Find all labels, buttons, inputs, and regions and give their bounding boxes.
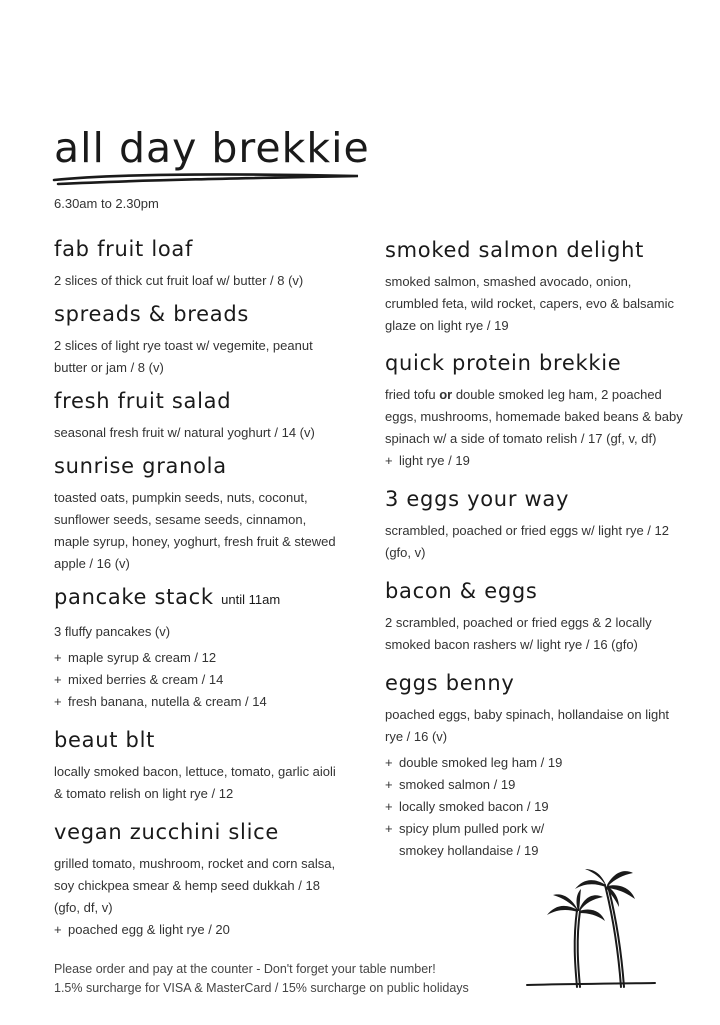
addon-item [385, 818, 685, 862]
plus-icon: + [54, 922, 62, 937]
item-name: spreads & breads [54, 302, 249, 326]
desc-emphasis: or [439, 387, 453, 402]
addon-item [385, 774, 685, 796]
item-description: 3 fluffy pancakes (v) [54, 624, 171, 639]
plus-icon: + [54, 650, 62, 665]
plus-icon: + [385, 777, 393, 792]
item-name: eggs benny [385, 671, 515, 695]
addon-item [54, 919, 344, 941]
desc-text: fried tofu [385, 387, 440, 402]
item-name: smoked salmon delight [385, 238, 645, 262]
item-name: sunrise granola [54, 454, 227, 478]
item-description: seasonal fresh fruit w/ natural yoghurt / 14 (v) [54, 425, 315, 440]
menu-column-left [54, 236, 344, 950]
addon-text: light rye / 19 [399, 453, 470, 468]
plus-icon: + [54, 672, 62, 687]
brush-underline-icon [52, 170, 362, 186]
footer-surcharge-note: 1.5% surcharge for VISA & MasterCard / 15% surcharge on public holidays [54, 981, 469, 995]
addon-list [54, 647, 344, 713]
menu-item-vegan-zucchini-slice [54, 819, 344, 941]
item-description: smoked salmon, smashed avocado, onion, crumbled feta, wild rocket, capers, evo & balsamic glaze on light rye / 19 [385, 274, 675, 333]
addon-text: maple syrup & cream / 12 [68, 650, 217, 665]
plus-icon: + [385, 755, 393, 770]
plus-icon: + [54, 694, 62, 709]
item-availability-note: until 11am [221, 592, 281, 607]
menu-item-bacon-eggs [385, 578, 685, 656]
plus-icon: + [385, 799, 393, 814]
opening-hours: 6.30am to 2.30pm [54, 196, 159, 211]
item-name-row [54, 584, 344, 613]
addon-list [385, 450, 685, 472]
menu-item-smoked-salmon-delight [385, 237, 685, 337]
addon-text: locally smoked bacon / 19 [399, 799, 549, 814]
menu-item-3-eggs-your-way [385, 486, 685, 564]
palm-trees-icon [525, 865, 665, 995]
footer-notice [54, 960, 469, 998]
addon-text: double smoked leg ham / 19 [399, 755, 563, 770]
addon-item [385, 752, 685, 774]
addon-list [54, 919, 344, 941]
item-description [385, 384, 685, 450]
item-description: toasted oats, pumpkin seeds, nuts, coconut, sunflower seeds, sesame seeds, cinnamon, maple syrup, honey, yoghurt, fresh fruit & stewed apple / 16 (v) [54, 490, 336, 571]
menu-column-right [385, 237, 685, 871]
item-description: grilled tomato, mushroom, rocket and corn salsa, soy chickpea smear & hemp seed dukkah / 18 (gfo, df, v) [54, 856, 336, 915]
addon-list [385, 752, 685, 862]
addon-item [54, 669, 344, 691]
item-name: vegan zucchini slice [54, 820, 279, 844]
item-name: fresh fruit salad [54, 389, 232, 413]
page-title: all day brekkie [54, 124, 370, 172]
item-name: bacon & eggs [385, 579, 538, 603]
item-name: 3 eggs your way [385, 487, 570, 511]
menu-item-quick-protein-brekkie [385, 350, 685, 472]
item-description: poached eggs, baby spinach, hollandaise on light rye / 16 (v) [385, 707, 670, 744]
addon-text: poached egg & light rye / 20 [68, 922, 230, 937]
item-description: scrambled, poached or fried eggs w/ light rye / 12 (gfo, v) [385, 523, 669, 560]
footer-order-note: Please order and pay at the counter - Don't forget your table number! [54, 962, 436, 976]
item-name: quick protein brekkie [385, 351, 622, 375]
item-name: pancake stack [54, 585, 214, 609]
item-description: 2 slices of thick cut fruit loaf w/ butter / 8 (v) [54, 273, 304, 288]
addon-text: fresh banana, nutella & cream / 14 [68, 694, 267, 709]
addon-text: mixed berries & cream / 14 [68, 672, 224, 687]
menu-item-pancake-stack [54, 584, 344, 713]
addon-item [54, 647, 344, 669]
addon-item [385, 796, 685, 818]
menu-item-sunrise-granola [54, 453, 344, 575]
menu-item-fresh-fruit-salad [54, 388, 344, 444]
menu-item-eggs-benny [385, 670, 685, 862]
plus-icon: + [385, 453, 393, 468]
item-description: locally smoked bacon, lettuce, tomato, garlic aioli & tomato relish on light rye / 12 [54, 764, 336, 801]
addon-text: spicy plum pulled pork w/ smokey hollandaise / 19 [399, 821, 545, 858]
item-description: 2 scrambled, poached or fried eggs & 2 locally smoked bacon rashers w/ light rye / 16 (gfo) [385, 615, 652, 652]
menu-item-fab-fruit-loaf [54, 236, 344, 292]
addon-text: smoked salmon / 19 [399, 777, 516, 792]
menu-item-beaut-blt [54, 727, 344, 805]
item-name: beaut blt [54, 728, 156, 752]
plus-icon: + [385, 821, 393, 836]
addon-item [54, 691, 344, 713]
addon-item [385, 450, 685, 472]
item-description: 2 slices of light rye toast w/ vegemite, peanut butter or jam / 8 (v) [54, 338, 313, 375]
item-name: fab fruit loaf [54, 237, 194, 261]
desc-text: double smoked leg ham, 2 poached eggs, mushrooms, homemade baked beans & baby spinach w/ a side of tomato relish / 17 (gf, v, df) [385, 387, 683, 446]
menu-item-spreads-breads [54, 301, 344, 379]
